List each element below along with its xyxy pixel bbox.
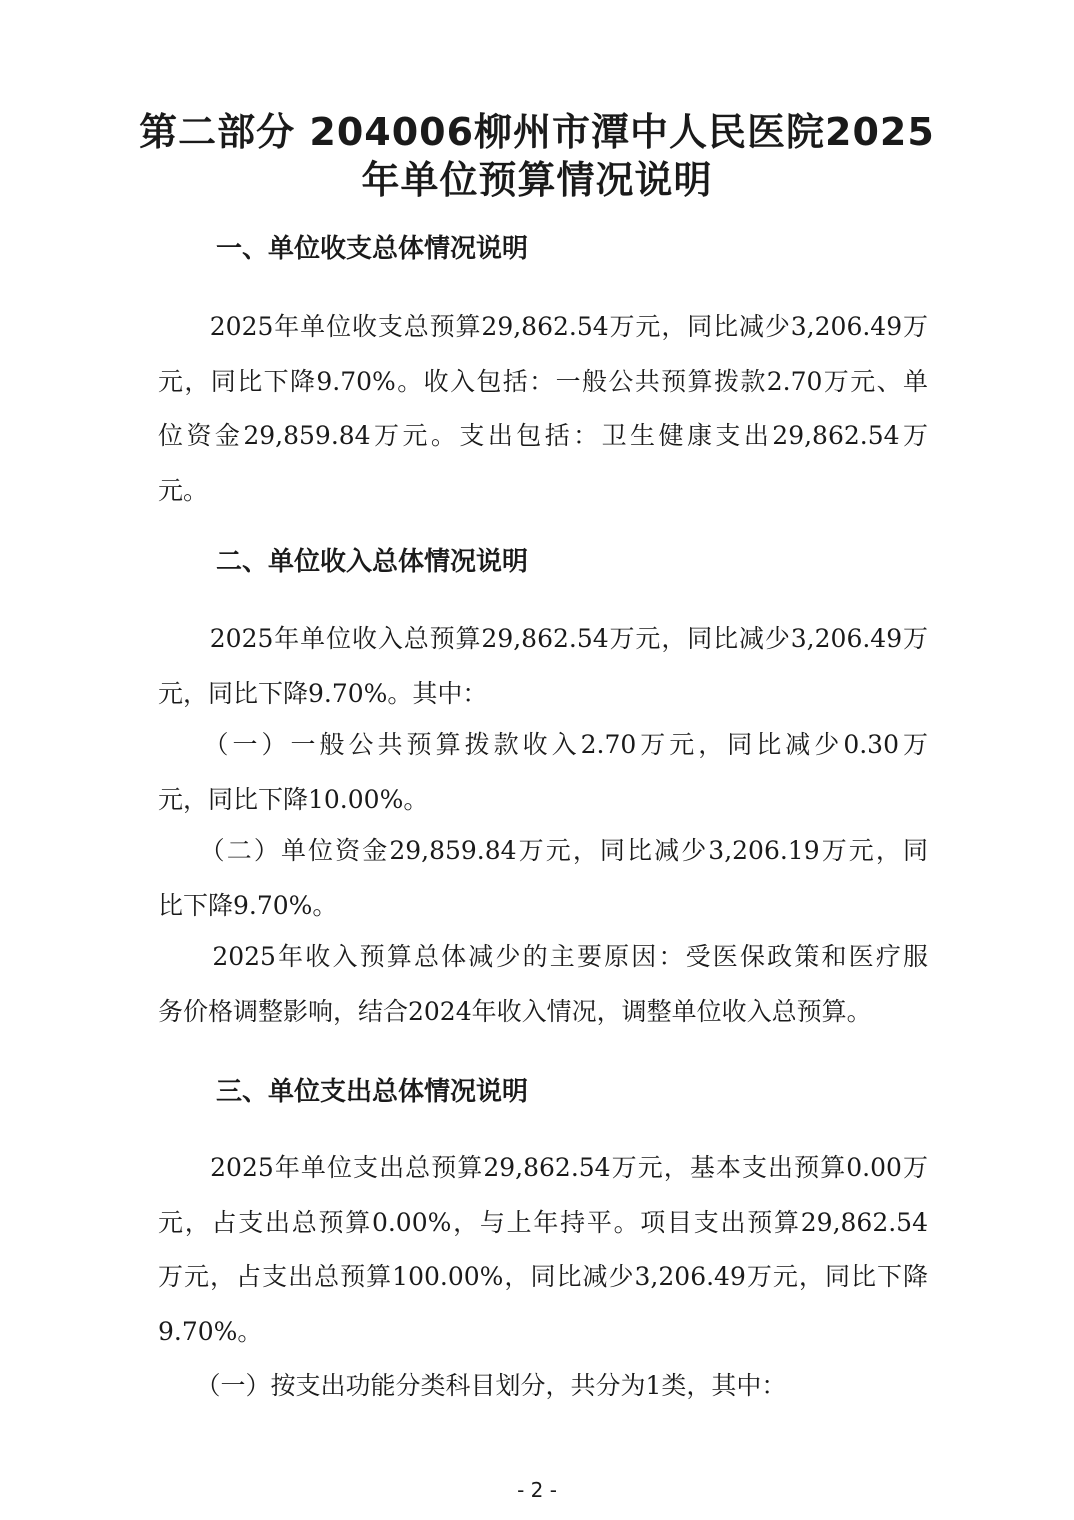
text-line: 元，同比下降10.00%。 — [158, 784, 429, 814]
title-line-2: 年单位预算情况说明 — [361, 158, 713, 202]
page-number: - 2 - — [517, 1478, 557, 1502]
section-2-paragraph-4 — [158, 930, 928, 1039]
text-line: 9.70%。 — [158, 1316, 263, 1346]
section-2-heading: 二、单位收入总体情况说明 — [216, 547, 529, 577]
text-line: 务价格调整影响，结合2024年收入情况，调整单位收入总预算。 — [158, 996, 872, 1026]
text-line: 2025年单位支出总预算29,862.54万元，基本支出预算0.00万 — [158, 1153, 928, 1182]
text-line: （一）按支出功能分类科目划分，共分为1类，其中： — [158, 1371, 787, 1400]
text-line: 比下降9.70%。 — [158, 890, 338, 920]
text-line: 2025年单位收入总预算29,862.54万元，同比减少3,206.49万 — [158, 624, 928, 653]
title-line-1: 第二部分 204006柳州市潭中人民医院2025 — [139, 110, 935, 154]
text-line: 2025年收入预算总体减少的主要原因：受医保政策和医疗服 — [158, 942, 928, 971]
text-line: 元，同比下降9.70%。收入包括：一般公共预算拨款2.70万元、单 — [158, 366, 928, 396]
text-line: 万元，占支出总预算100.00%，同比减少3,206.49万元，同比下降 — [158, 1262, 928, 1292]
section-2-paragraph-3 — [158, 824, 928, 933]
section-1-heading: 一、单位收支总体情况说明 — [216, 234, 529, 264]
text-line: （一）一般公共预算拨款收入2.70万元，同比减少0.30万 — [158, 730, 928, 759]
section-2-paragraph-1 — [158, 612, 928, 721]
text-line: （二）单位资金29,859.84万元，同比减少3,206.19万元，同 — [158, 836, 928, 865]
page-title — [0, 108, 1074, 204]
text-line: 元，同比下降9.70%。其中： — [158, 678, 488, 708]
section-3-paragraph-2 — [158, 1359, 928, 1414]
section-2-paragraph-2 — [158, 718, 928, 827]
section-3-paragraph-1 — [158, 1141, 928, 1359]
text-line: 位资金29,859.84万元。支出包括：卫生健康支出29,862.54万 — [158, 421, 928, 451]
text-line: 2025年单位收支总预算29,862.54万元，同比减少3,206.49万 — [158, 312, 928, 341]
section-3-heading: 三、单位支出总体情况说明 — [216, 1077, 529, 1107]
text-line: 元，占支出总预算0.00%，与上年持平。项目支出预算29,862.54 — [158, 1207, 928, 1237]
text-line: 元。 — [158, 475, 209, 505]
section-1-paragraph-1 — [158, 300, 928, 518]
